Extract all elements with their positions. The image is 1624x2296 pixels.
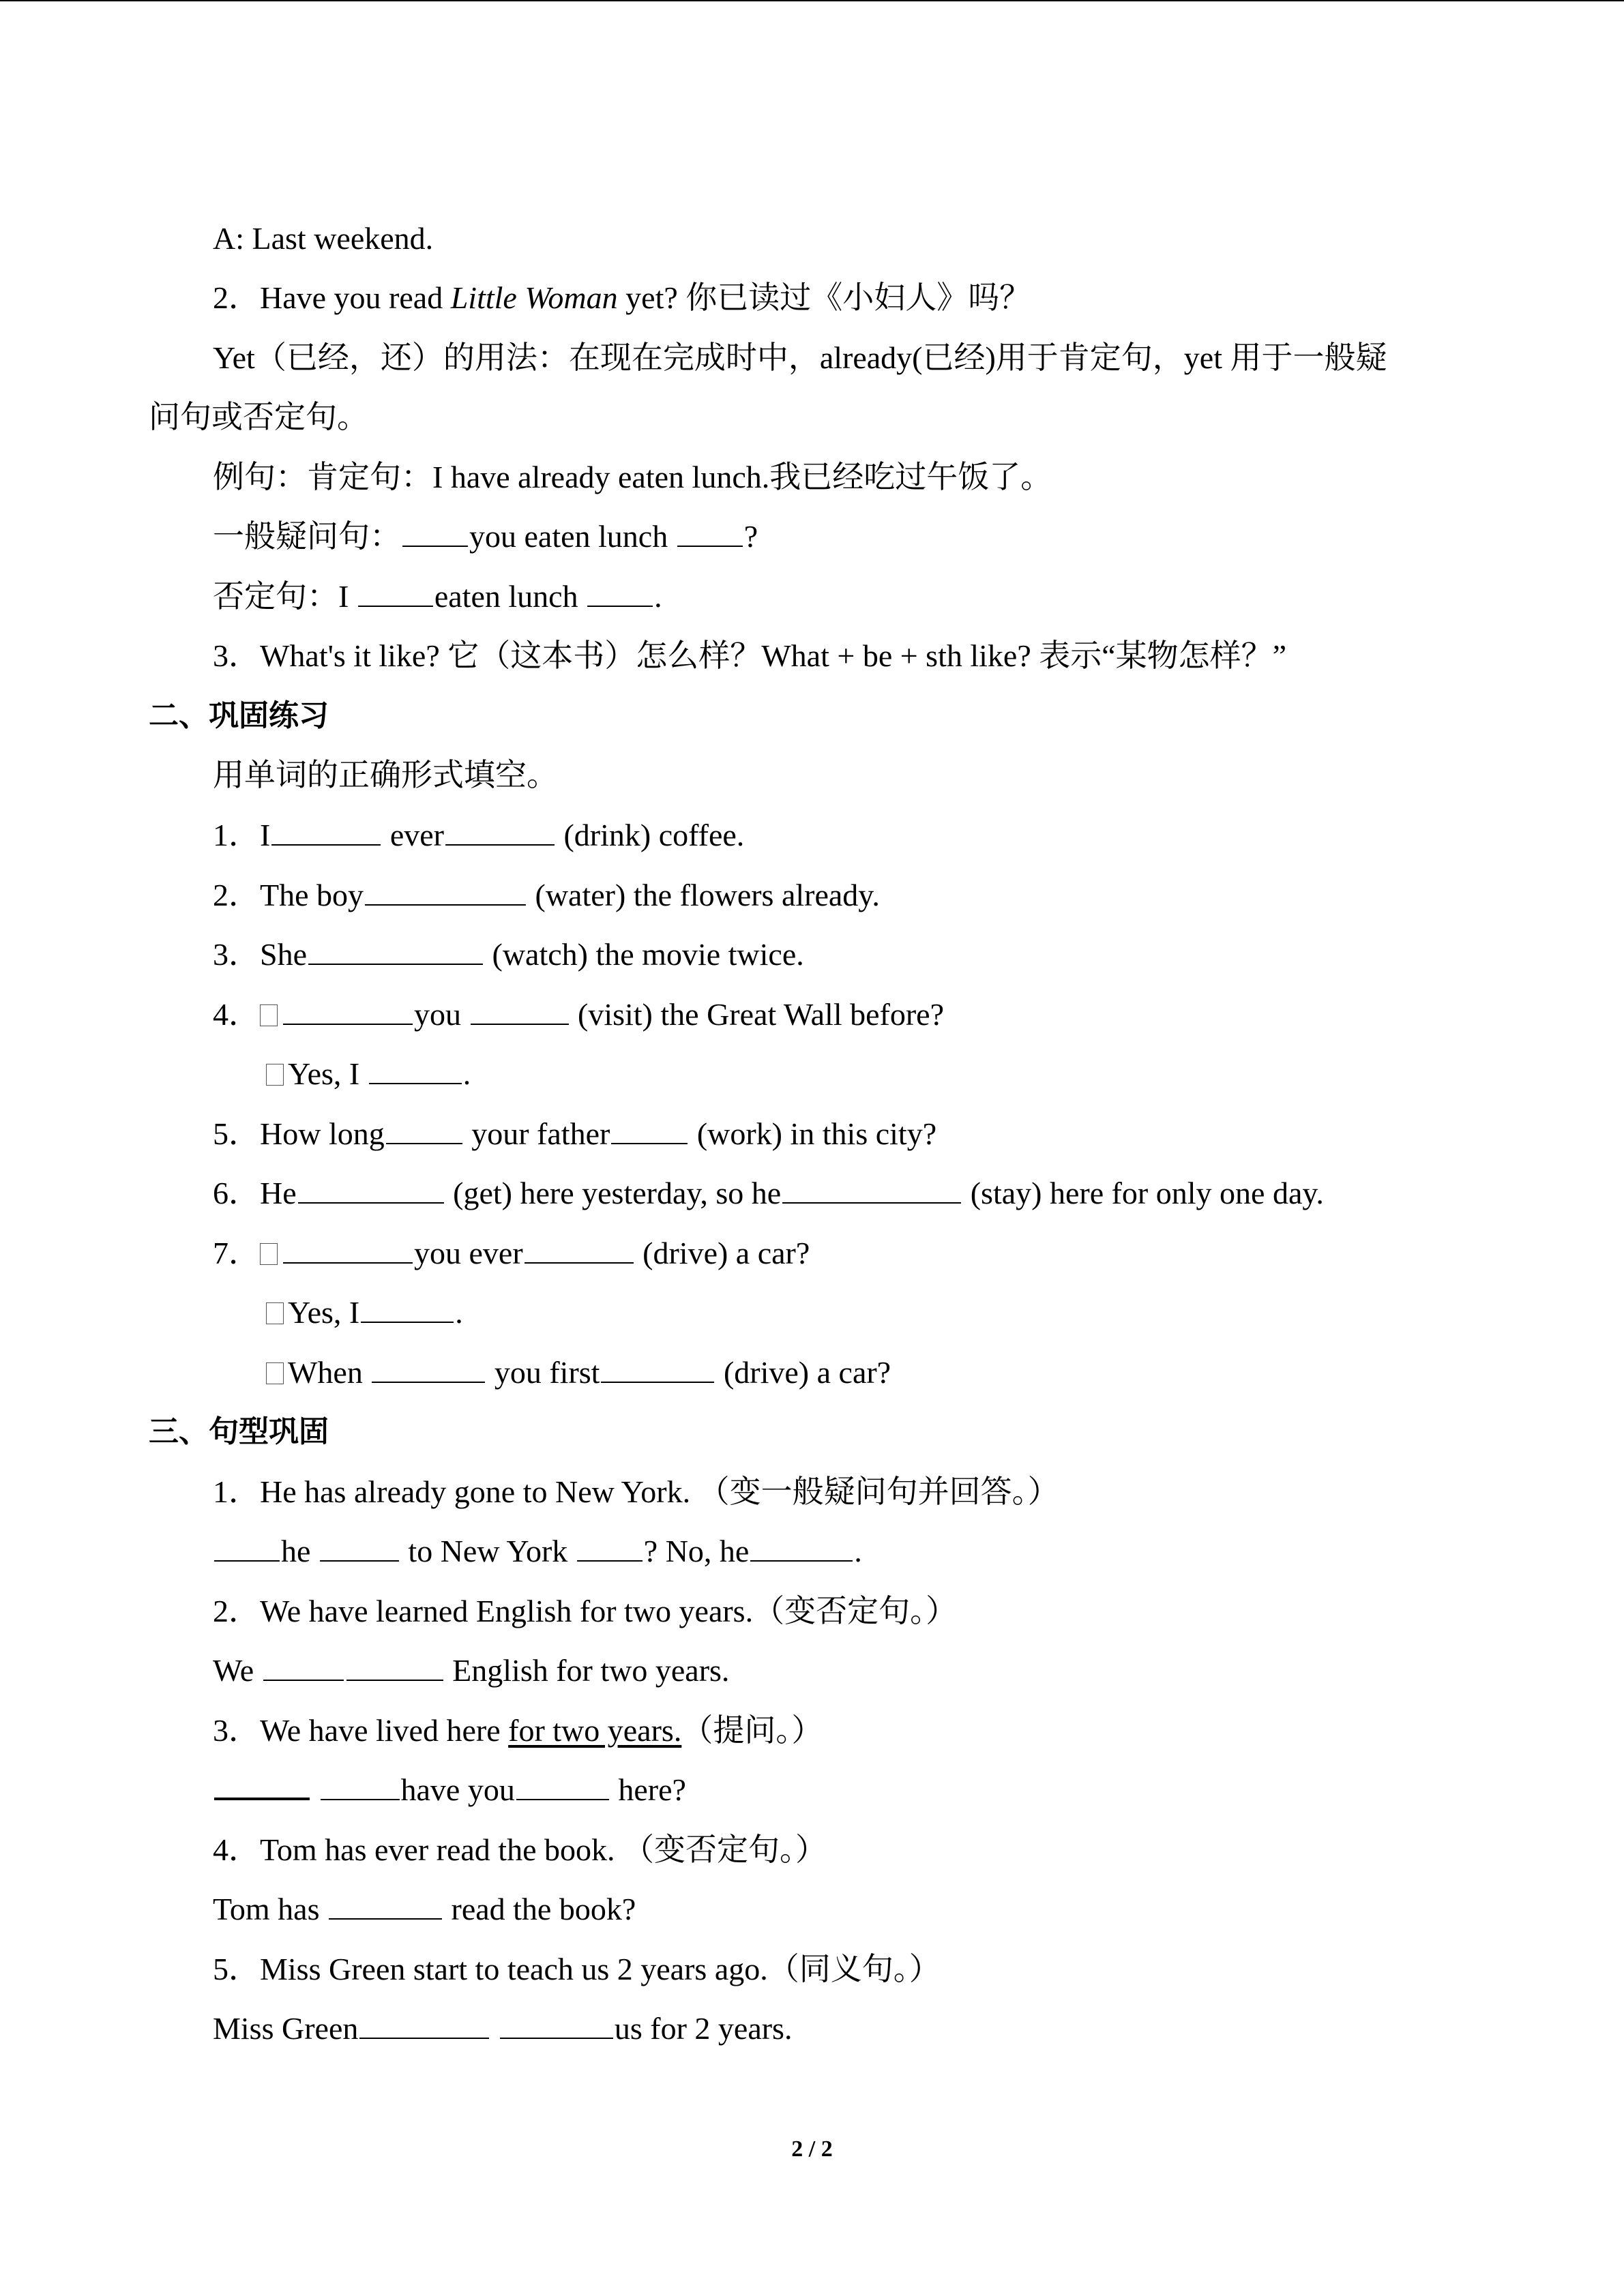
answer-blank[interactable] bbox=[372, 1354, 485, 1383]
answer-blank[interactable] bbox=[358, 578, 433, 607]
answer-blank[interactable] bbox=[359, 2010, 489, 2039]
answer-line: Tom has read the book? bbox=[213, 1892, 636, 1926]
answer-blank[interactable] bbox=[782, 1175, 961, 1204]
answer-blank[interactable] bbox=[577, 1533, 643, 1562]
answer-blank[interactable] bbox=[365, 877, 526, 906]
text-line: 问句或否定句。 bbox=[149, 400, 368, 434]
answer-blank[interactable] bbox=[361, 1294, 454, 1323]
answer-blank[interactable] bbox=[445, 817, 555, 846]
answer-blank[interactable] bbox=[271, 817, 381, 846]
text-line: Yet（已经，还）的用法：在现在完成时中，already(已经)用于肯定句，yet 用于一般疑 bbox=[213, 340, 1387, 375]
answer-blank[interactable] bbox=[214, 1533, 280, 1562]
answer-blank[interactable] bbox=[500, 2010, 613, 2039]
question: 2．We have learned English for two years.（变否定句。） bbox=[213, 1594, 958, 1628]
instruction: 用单词的正确形式填空。 bbox=[213, 758, 558, 792]
question: 3．We have lived here for two years.（提问。） bbox=[213, 1713, 823, 1748]
question: 7． you ever (drive) a car? bbox=[213, 1236, 810, 1270]
answer-blank[interactable] bbox=[308, 936, 483, 965]
text-line: 3．What's it like? 它（这本书）怎么样？What + be + sth like? 表示“某物怎样？” bbox=[213, 638, 1287, 673]
text-line: 否定句：I eaten lunch . bbox=[213, 579, 662, 614]
answer-blank[interactable] bbox=[525, 1235, 634, 1264]
answer-blank[interactable] bbox=[471, 996, 569, 1025]
answer-blank[interactable] bbox=[283, 996, 413, 1025]
text-line: A: Last weekend. bbox=[213, 221, 434, 256]
answer-blank[interactable] bbox=[601, 1354, 714, 1383]
answer-blank[interactable] bbox=[298, 1175, 444, 1204]
answer-line: We English for two years. bbox=[213, 1653, 730, 1688]
underlined-phrase: for two years. bbox=[508, 1713, 682, 1748]
answer-line: have you here? bbox=[0, 1770, 1624, 1810]
answer-blank[interactable] bbox=[516, 1772, 609, 1800]
missing-glyph-box bbox=[260, 1004, 278, 1026]
section-heading: 二、巩固练习 bbox=[149, 698, 329, 733]
text-line: 2．Have you read Little Woman yet? 你已读过《小妇人》吗？ bbox=[213, 280, 1031, 315]
answer-blank[interactable] bbox=[386, 1116, 462, 1144]
answer-blank[interactable] bbox=[750, 1533, 853, 1562]
answer-blank[interactable] bbox=[263, 1652, 344, 1681]
question: 1．He has already gone to New York. （变一般疑问句并回答。） bbox=[213, 1474, 1059, 1509]
question: 4． you (visit) the Great Wall before? bbox=[213, 997, 944, 1032]
missing-glyph-box bbox=[260, 1243, 278, 1265]
answer-blank[interactable] bbox=[402, 518, 468, 547]
text-line: 例句：肯定句：I have already eaten lunch.我已经吃过午饭了。 bbox=[213, 460, 1052, 494]
answer-blank[interactable] bbox=[611, 1116, 688, 1144]
question: 1．I ever (drink) coffee. bbox=[213, 818, 745, 852]
answer-line: he to New York ? No, he . bbox=[0, 1531, 1624, 1572]
text-line: 一般疑问句： you eaten lunch ? bbox=[213, 519, 758, 554]
missing-glyph-box bbox=[266, 1064, 284, 1086]
answer-blank[interactable] bbox=[677, 518, 743, 547]
answer-blank[interactable] bbox=[369, 1056, 462, 1084]
missing-glyph-box bbox=[266, 1362, 284, 1384]
question: 6．He (get) here yesterday, so he (stay) here for only one day. bbox=[213, 1176, 1324, 1210]
book-title: Little Woman bbox=[450, 280, 618, 315]
question: 3．She (watch) the movie twice. bbox=[213, 937, 804, 972]
answer-blank[interactable] bbox=[320, 1533, 399, 1562]
question-response: When you first (drive) a car? bbox=[0, 1352, 1624, 1393]
answer-blank[interactable] bbox=[587, 578, 653, 607]
question: 2．The boy (water) the flowers already. bbox=[213, 878, 880, 912]
answer-blank[interactable] bbox=[329, 1891, 442, 1920]
page-number: 2 / 2 bbox=[791, 2136, 833, 2162]
question: 5．Miss Green start to teach us 2 years ago.（同义句。） bbox=[213, 1952, 941, 1986]
answer-blank[interactable] bbox=[321, 1772, 400, 1800]
answer-blank[interactable] bbox=[346, 1652, 443, 1681]
question-response: Yes, I . bbox=[0, 1292, 1624, 1333]
question: 5．How long your father (work) in this city? bbox=[213, 1116, 937, 1151]
question-response: Yes, I . bbox=[0, 1054, 1624, 1094]
answer-line: Miss Green us for 2 years. bbox=[213, 2011, 793, 2046]
missing-glyph-box bbox=[266, 1302, 284, 1324]
question: 4．Tom has ever read the book. （变否定句。） bbox=[213, 1832, 827, 1867]
answer-blank[interactable] bbox=[214, 1770, 310, 1800]
answer-blank[interactable] bbox=[283, 1235, 413, 1264]
section-heading: 三、句型巩固 bbox=[149, 1414, 329, 1449]
